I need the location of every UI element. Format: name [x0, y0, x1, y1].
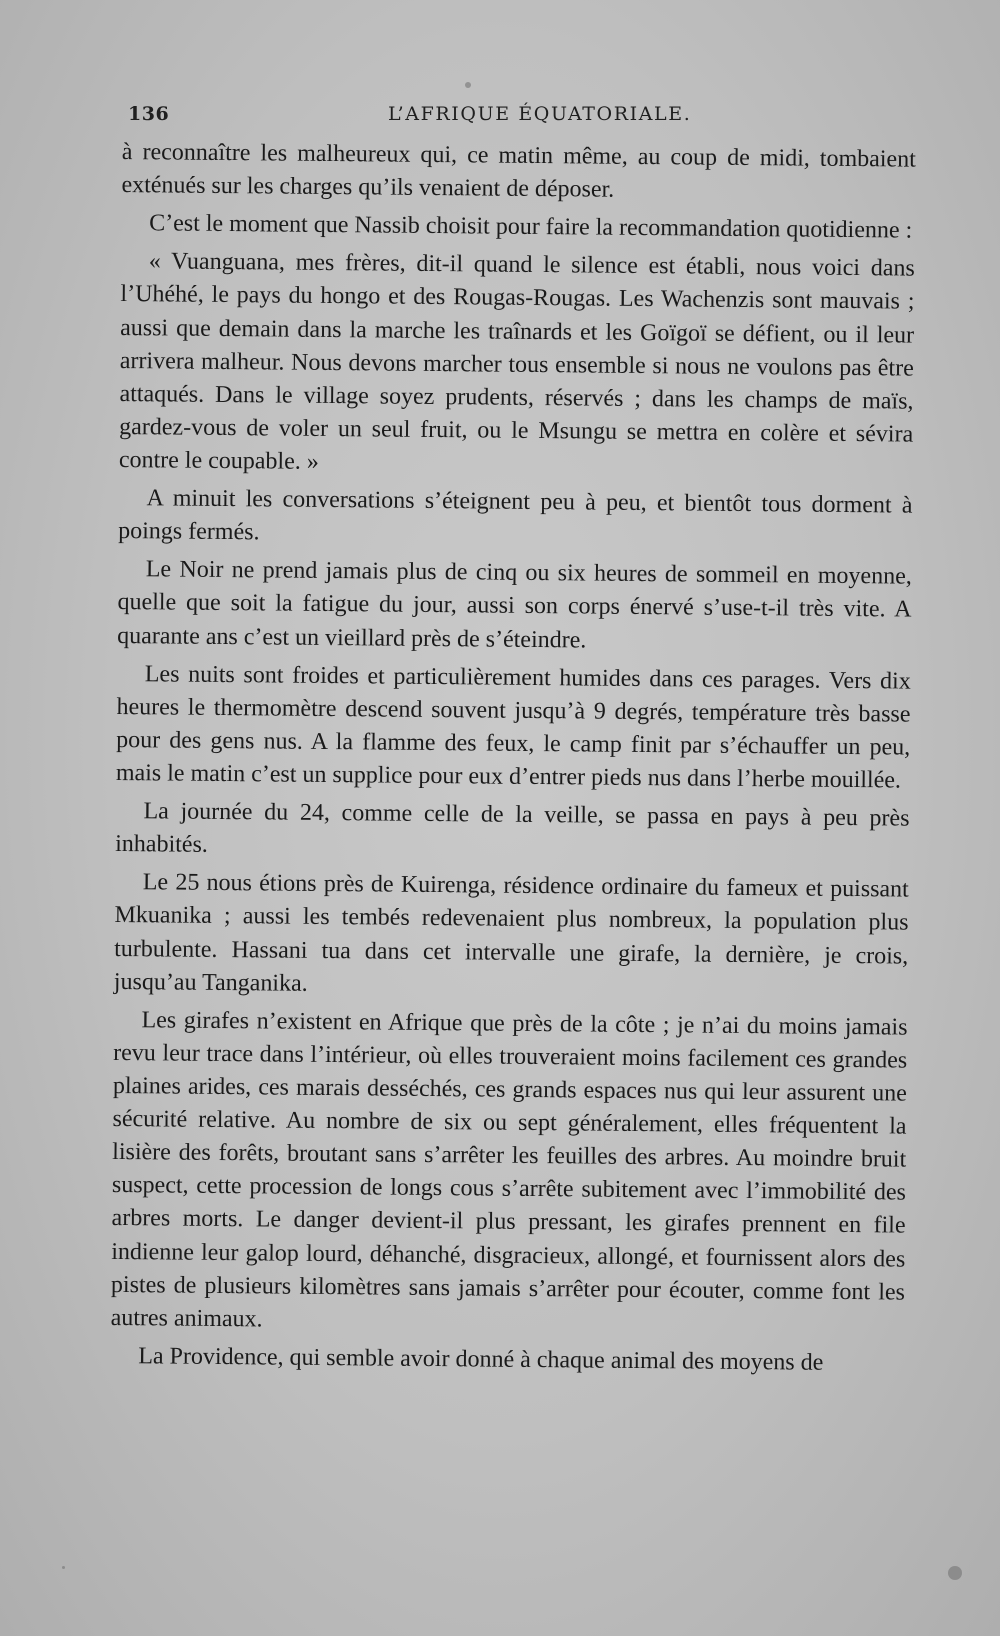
paragraph-8: Le 25 nous étions près de Kuirenga, résidence ordinaire du fameux et puissant Mkuanika ; aussi les tembés redevenaient plus nombreux, la population plus turbulente. Hassani tua dans cet intervalle une girafe, la dernière, je crois, jusqu’au Tanganika. [113, 869, 909, 997]
paragraph-3: « Vuanguana, mes frères, dit-il quand le silence est établi, nous voici dans l’Uhéhé, le pays du hongo et des Rougas-Rougas. Les Wachenzis sont mauvais ; aussi que demain dans la marche les traînards et les Goïgoï se défient, ou il leur arrivera malheur. Nous devons marcher tous ensemble si nous ne voulons pas être attaqués. Dans le village soyez prudents, réservés ; dans les champs de maïs, gardez-vous de voler un seul fruit, ou le Msungu se mettra en colère et sévira contre le coupable. » [118, 248, 915, 475]
paragraph-2: C’est le moment que Nassib choisit pour faire la recommandation quotidienne : [149, 210, 913, 244]
paper-speck [62, 1566, 65, 1569]
paragraph-4: A minuit les conversations s’éteignent peu à peu, et bientôt tous dorment à poings fermés. [118, 485, 913, 546]
paragraph-6: Les nuits sont froides et particulièrement humides dans ces parages. Vers dix heures le thermomètre descend souvent jusqu’à 9 degrés, température très basse pour des gens nus. A la flamme des feux, le camp finit par s’échauffer un peu, mais le matin c’est un supplice pour eux d’entrer pieds nus dans l’herbe mouillée. [115, 660, 911, 794]
page-number: 136 [128, 103, 170, 125]
paragraph-1: à reconnaître les malheureux qui, ce matin même, au coup de midi, tombaient exténués sur les charges qu’ils venaient de déposer. [121, 138, 916, 203]
running-title: L’AFRIQUE ÉQUATORIALE. [388, 103, 692, 125]
paper-speck [465, 82, 471, 88]
paper-speck [948, 1566, 962, 1580]
paragraph-5: Le Noir ne prend jamais plus de cinq ou six heures de sommeil en moyenne, quelle que soit la fatigue du jour, aussi son corps énervé s’use-t-il très vite. A quarante ans c’est un vieillard près de s’éteindre. [117, 556, 912, 654]
paragraph-10: La Providence, qui semble avoir donné à chaque animal des moyens de [138, 1343, 824, 1376]
paragraph-9: Les girafes n’existent en Afrique que près de la côte ; je n’ai du moins jamais revu leur trace dans l’intérieur, où elles trouveraient moins facilement ces grandes plaines arides, ces marais desséchés, ces grands espaces nus qui leur assurent une sécurité relative. Au nombre de six ou sept généralement, elles fréquentent la lisière des forêts, broutant sans s’arrêter les feuilles des arbres. Au moindre bruit suspect, cette procession de longs cous s’arrête subitement avec l’immobilité des arbres morts. Le danger devient-il plus pressant, les girafes prennent en file indienne leur galop lourd, déhanché, disgracieux, allongé, et fournissent alors des pistes de plusieurs kilomètres sans jamais s’arrêter pour écouter, comme font les autres animaux. [110, 1006, 908, 1333]
body-text [110, 136, 916, 1386]
paragraph-7: La journée du 24, comme celle de la veille, se passa en pays à peu près inhabités. [115, 798, 910, 859]
page-header [128, 103, 918, 129]
